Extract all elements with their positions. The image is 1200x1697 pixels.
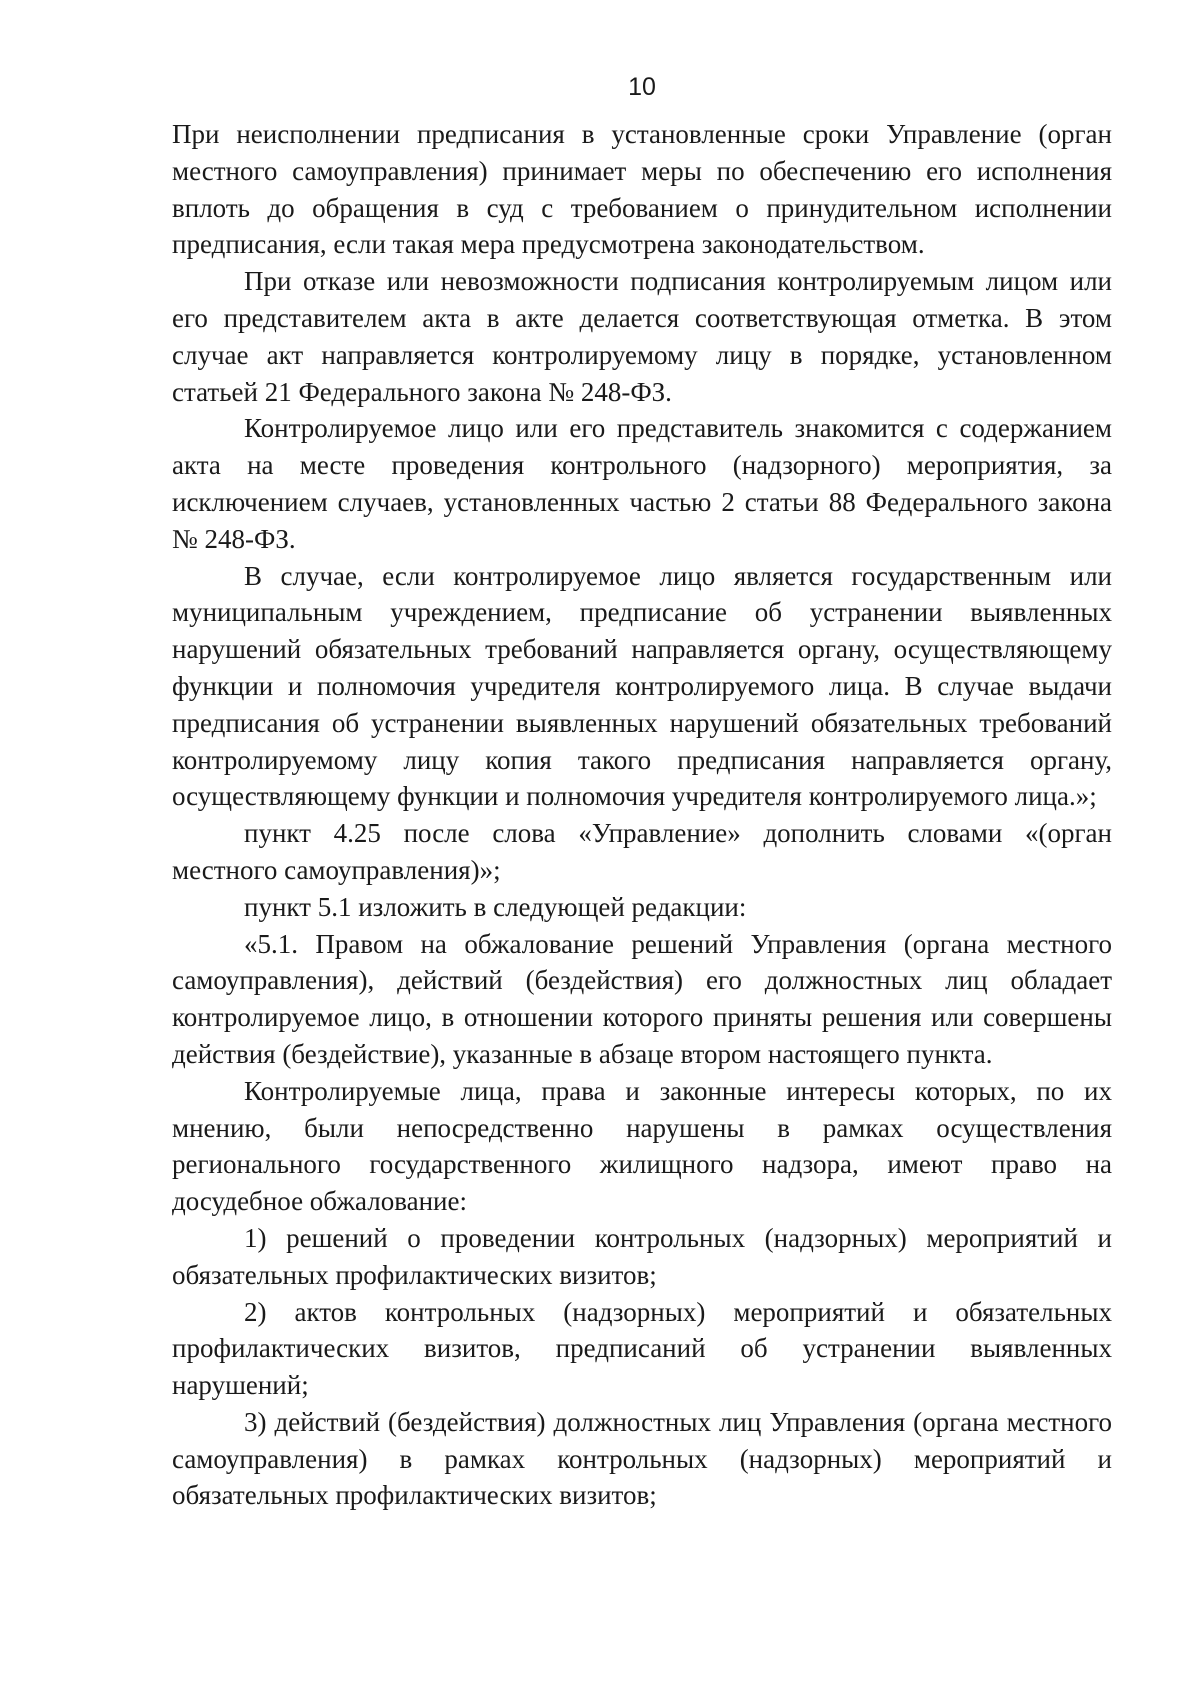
paragraph-non-compliance: При неисполнении предписания в установленные сроки Управление (орган местного самоуправления) принимает меры по обеспечению его исполнения вплоть до обращения в суд с требованием о принудительном исполнении предписания, если такая мера предусмотрена законодательством. [172,119,1112,260]
paragraph-refusal-to-sign: При отказе или невозможности подписания контролируемым лицом или его представителем акта в акте делается соответствующая отметка. В этом случае акт направляется контролируемому лицу в порядке, установленном статьей 21 Федерального закона № 248-ФЗ. [172,266,1112,407]
list-item-2: 2) актов контрольных (надзорных) мероприятий и обязательных профилактических визитов, предписаний об устранении выявленных нарушений; [172,1296,1112,1401]
paragraph-clause-5-1: «5.1. Правом на обжалование решений Управления (органа местного самоуправления), действий (бездействия) его должностных лиц обладает контролируемое лицо, в отношении которого приняты решения или совершены действия (бездействие), указанные в абзаце втором настоящего пункта. [172,928,1112,1069]
document-page [172,0,1112,1697]
list-item-3: 3) действий (бездействия) должностных лиц Управления (органа местного самоуправления) в рамках контрольных (надзорных) мероприятий и обязательных профилактических визитов; [172,1406,1112,1511]
paragraph-state-institution: В случае, если контролируемое лицо является государственным или муниципальным учреждением, предписание об устранении выявленных нарушений обязательных требований направляется органу, осуществляющему функции и полномочия учредителя контролируемого лица. В случае выдачи предписания об устранении выявленных нарушений обязательных требований контролируемому лицу копия такого предписания направляется органу, осуществляющему функции и полномочия учредителя контролируемого лица.»; [172,560,1112,812]
list-item-1: 1) решений о проведении контрольных (надзорных) мероприятий и обязательных профилактических визитов; [172,1222,1112,1290]
page-number: 10 [628,73,656,101]
paragraph-clause-5-1-intro: пункт 5.1 изложить в следующей редакции: [244,891,747,922]
paragraph-right-to-appeal: Контролируемые лица, права и законные интересы которых, по их мнению, были непосредственно нарушены в рамках осуществления регионального государственного жилищного надзора, имеют право на досудебное обжалование: [172,1075,1112,1217]
document-body [172,116,1112,1514]
paragraph-clause-4-25: пункт 4.25 после слова «Управление» дополнить словами «(орган местного самоуправления)»; [172,818,1112,885]
paragraph-acquaintance-with-act: Контролируемое лицо или его представитель знакомится с содержанием акта на месте проведения контрольного (надзорного) мероприятия, за исключением случаев, установленных частью 2 статьи 88 Федерального закона № 248-ФЗ. [172,413,1112,554]
